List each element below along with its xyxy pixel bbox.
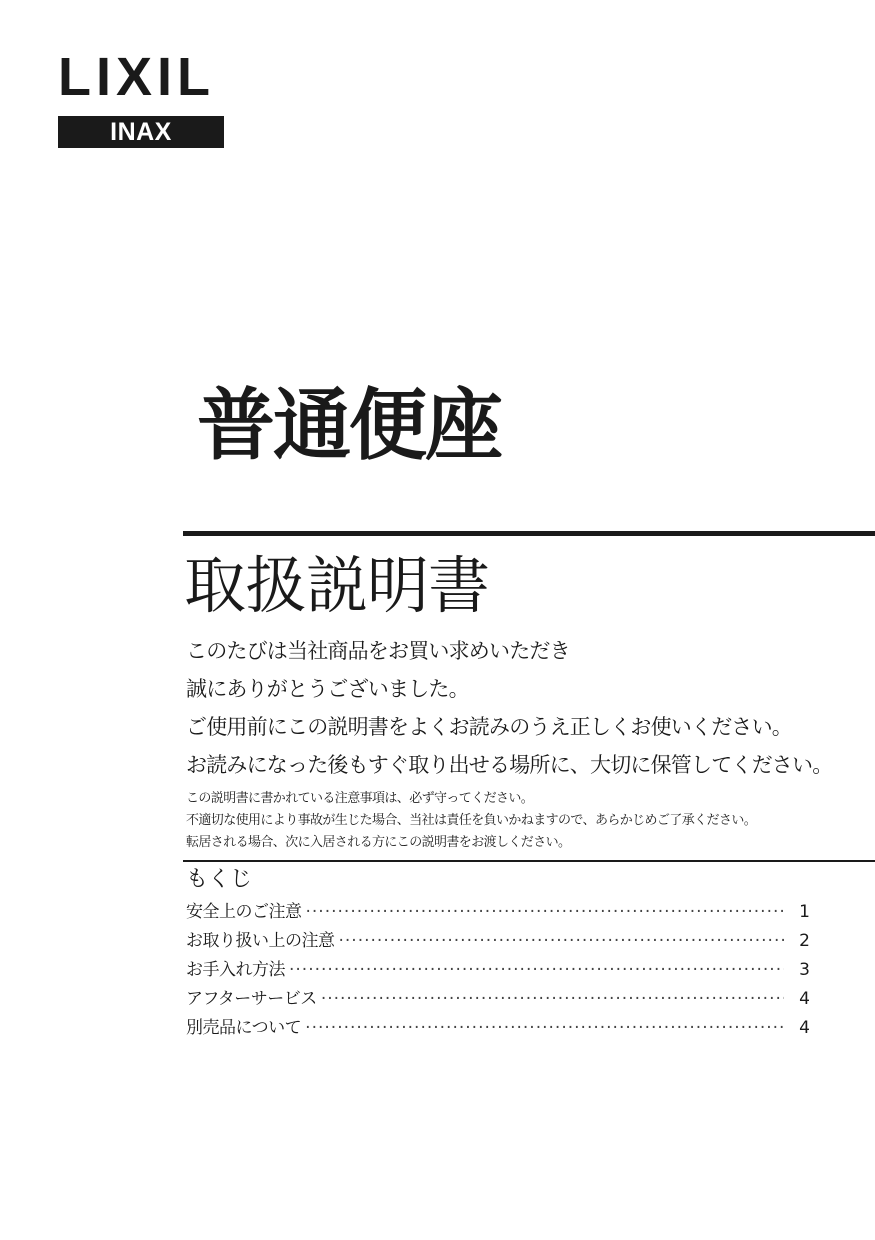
toc-item[interactable] xyxy=(186,956,810,985)
toc-leader-dots xyxy=(306,898,785,927)
toc-divider xyxy=(183,860,875,862)
table-of-contents xyxy=(186,864,810,1043)
toc-item[interactable] xyxy=(186,927,810,956)
toc-item-page: 4 xyxy=(799,989,810,1009)
toc-leader-dots xyxy=(339,927,785,956)
title-divider xyxy=(183,531,875,536)
toc-item-page: 3 xyxy=(799,960,810,980)
toc-item-label: 安全上のご注意 xyxy=(186,902,302,922)
intro-line: 誠にありがとうございました。 xyxy=(186,677,469,701)
toc-leader-dots xyxy=(321,985,784,1014)
toc-leader-dots xyxy=(305,1014,784,1043)
toc-item-label: お手入れ方法 xyxy=(186,960,285,980)
toc-item-label: アフターサービス xyxy=(186,989,317,1009)
note-line: 不適切な使用により事故が生じた場合、当社は責任を負いかねますので、あらかじめご了承ください。 xyxy=(186,813,757,828)
intro-line: お読みになった後もすぐ取り出せる場所に、大切に保管してください。 xyxy=(186,753,833,777)
intro-text xyxy=(186,632,866,784)
note-line: この説明書に書かれている注意事項は、必ず守ってください。 xyxy=(186,791,534,806)
toc-item-label: お取り扱い上の注意 xyxy=(186,931,335,951)
toc-item-label: 別売品について xyxy=(186,1018,302,1038)
toc-item-page: 2 xyxy=(799,931,810,951)
note-line: 転居される場合、次に入居される方にこの説明書をお渡しください。 xyxy=(186,835,571,850)
toc-item[interactable] xyxy=(186,1014,810,1043)
document-title: 取扱説明書 xyxy=(184,549,490,622)
brand-sub-label: INAX xyxy=(58,116,224,148)
caution-notes xyxy=(186,788,866,854)
toc-item[interactable] xyxy=(186,898,810,927)
intro-line: ご使用前にこの説明書をよくお読みのうえ正しくお使いください。 xyxy=(186,715,792,739)
brand-logo xyxy=(58,47,224,148)
toc-heading: もくじ xyxy=(186,867,253,892)
product-title: 普通便座 xyxy=(197,381,502,471)
brand-logo-wordmark: LIXIL xyxy=(58,47,215,107)
toc-item-page: 1 xyxy=(799,902,810,922)
toc-item-page: 4 xyxy=(799,1018,810,1038)
intro-line: このたびは当社商品をお買い求めいただき xyxy=(186,639,570,663)
toc-item[interactable] xyxy=(186,985,810,1014)
toc-leader-dots xyxy=(289,956,784,985)
